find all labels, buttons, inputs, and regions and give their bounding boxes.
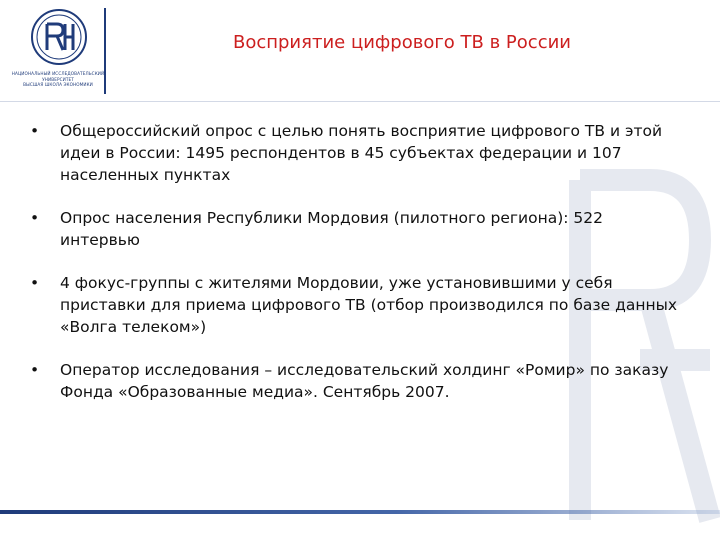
bullet-item [30,359,680,403]
university-logo [8,8,108,98]
bullet-item [30,120,680,186]
footer-rule [0,510,720,514]
hse-emblem-icon [30,8,88,68]
logo-caption: НАЦИОНАЛЬНЫЙ ИССЛЕДОВАТЕЛЬСКИЙ УНИВЕРСИТЕТ ВЫСШАЯ ШКОЛА ЭКОНОМИКИ [11,71,105,87]
bullet-marker: • [30,274,40,292]
slide-title: Восприятие цифрового ТВ в России [232,32,571,53]
bullet-marker: • [30,209,40,227]
bullet-item [30,272,680,338]
bullet-text: 4 фокус-группы с жителями Мордовии, уже установившими у себя приставки для приема цифрового ТВ (отбор производился по базе данных «Волга телеком») [60,274,677,336]
slide-header [0,0,720,102]
bullet-marker: • [30,122,40,140]
bullet-text: Общероссийский опрос с целью понять восприятие цифрового ТВ и этой идеи в России: 1495 респондентов в 45 субъектах федерации и 107 населенных пунктах [60,122,663,184]
header-rule [0,101,720,102]
bullet-text: Опрос населения Республики Мордовия (пилотного региона): 522 интервью [60,209,603,249]
bullet-list [30,120,680,424]
bullet-text: Оператор исследования – исследовательский холдинг «Ромир» по заказу Фонда «Образованные медиа». Сентябрь 2007. [60,361,669,401]
bullet-marker: • [30,361,40,379]
bullet-item [30,207,680,251]
header-divider [104,8,106,94]
